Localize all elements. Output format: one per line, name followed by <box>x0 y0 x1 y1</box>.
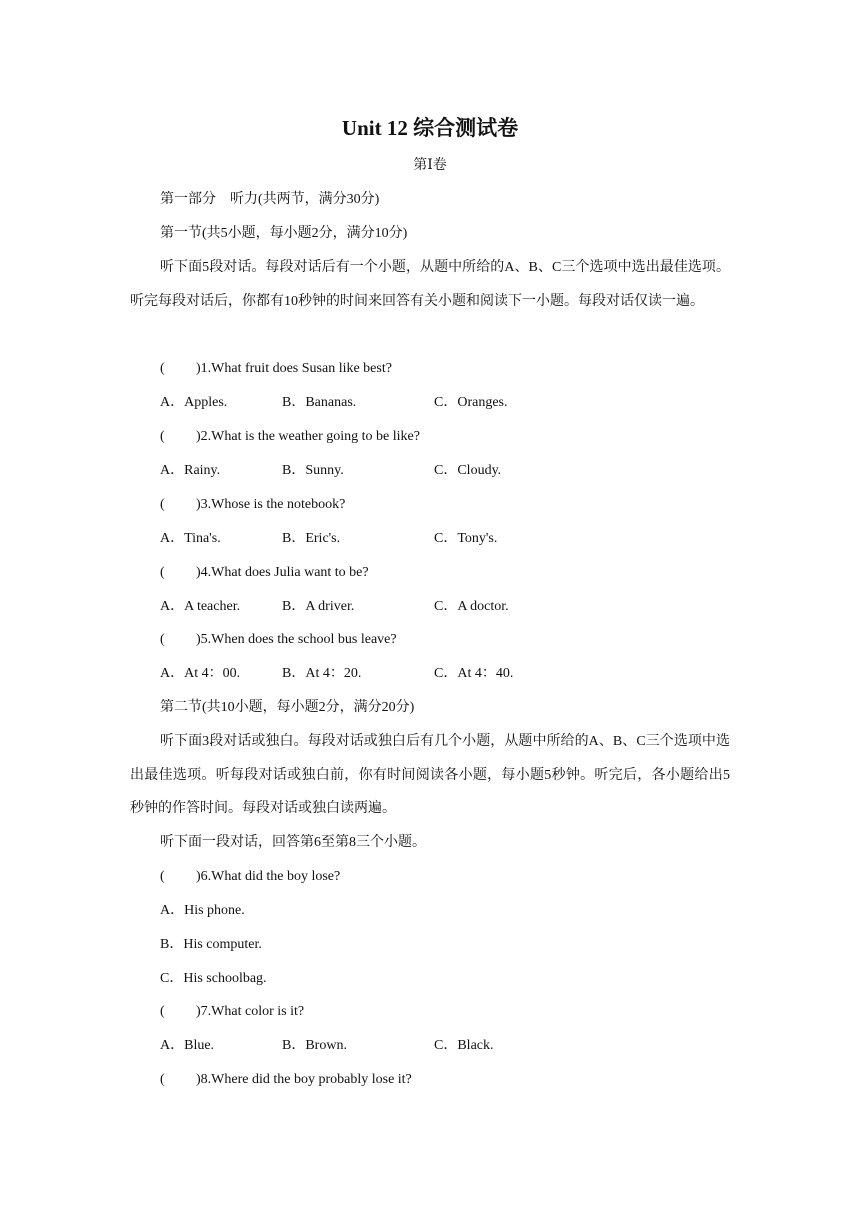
option-a: A．His phone. <box>160 903 245 918</box>
answer-blank: ( <box>160 632 165 647</box>
option-a: A．Rainy. <box>160 463 221 478</box>
question-1 <box>160 359 392 379</box>
option-c: C．A doctor. <box>434 599 509 614</box>
question-text: )4.What does Julia want to be? <box>196 565 369 580</box>
volume-label: 第Ⅰ卷 <box>413 158 447 173</box>
question-text: )6.What did the boy lose? <box>196 869 341 884</box>
question-text: )7.What color is it? <box>196 1004 305 1019</box>
option-c: C．Tony's. <box>434 531 498 546</box>
option-a: A．At 4：00. <box>160 666 241 681</box>
question-4 <box>160 563 369 583</box>
answer-blank: ( <box>160 1072 165 1087</box>
option-b: B．Bananas. <box>282 395 357 410</box>
section2-heading: 第二节(共10小题，每小题2分，满分20分) <box>160 700 415 715</box>
option-b: B．His computer. <box>160 937 262 952</box>
option-c: C．His schoolbag. <box>160 971 267 986</box>
option-a: A．Tina's. <box>160 531 221 546</box>
question-text: )2.What is the weather going to be like? <box>196 429 420 444</box>
option-c: C．Cloudy. <box>434 463 502 478</box>
option-a: A．A teacher. <box>160 599 241 614</box>
answer-blank: ( <box>160 429 165 444</box>
option-b: B．A driver. <box>282 599 355 614</box>
section2-instructions: 听下面3段对话或独白。每段对话或独白后有几个小题，从题中所给的A、B、C三个选项中选出最佳选项。听每段对话或独白前，你有时间阅读各小题，每小题5秒钟。听完后，各小题给出5秒钟的作答时间。每段对话或独白读两遍。 <box>130 734 730 816</box>
option-b: B．At 4：20. <box>282 666 362 681</box>
option-c: C．Oranges. <box>434 395 508 410</box>
answer-blank: ( <box>160 1004 165 1019</box>
answer-blank: ( <box>160 565 165 580</box>
section1-heading: 第一节(共5小题，每小题2分，满分10分) <box>160 226 408 241</box>
question-text: )5.When does the school bus leave? <box>196 632 397 647</box>
question-8 <box>160 1070 412 1090</box>
option-c: C．At 4：40. <box>434 666 514 681</box>
question-text: )3.Whose is the notebook? <box>196 497 346 512</box>
option-c: C．Black. <box>434 1038 494 1053</box>
option-b: B．Sunny. <box>282 463 344 478</box>
option-b: B．Eric's. <box>282 531 341 546</box>
answer-blank: ( <box>160 361 165 376</box>
question-text: )8.Where did the boy probably lose it? <box>196 1072 412 1087</box>
dialogue-intro: 听下面一段对话，回答第6至第8三个小题。 <box>160 835 426 850</box>
question-5 <box>160 630 397 650</box>
page-title: Unit 12 综合测试卷 <box>341 116 519 140</box>
question-3 <box>160 495 345 515</box>
option-b: B．Brown. <box>282 1038 347 1053</box>
answer-blank: ( <box>160 869 165 884</box>
option-a: A．Blue. <box>160 1038 215 1053</box>
question-7 <box>160 1002 304 1022</box>
question-text: )1.What fruit does Susan like best? <box>196 361 392 376</box>
answer-blank: ( <box>160 497 165 512</box>
question-2 <box>160 427 420 447</box>
part-heading: 第一部分 听力(共两节，满分30分) <box>160 192 380 207</box>
question-6 <box>160 867 340 887</box>
option-a: A．Apples. <box>160 395 228 410</box>
section1-instructions: 听下面5段对话。每段对话后有一个小题，从题中所给的A、B、C三个选项中选出最佳选项。听完每段对话后，你都有10秒钟的时间来回答有关小题和阅读下一小题。每段对话仅读一遍。 <box>130 260 730 309</box>
